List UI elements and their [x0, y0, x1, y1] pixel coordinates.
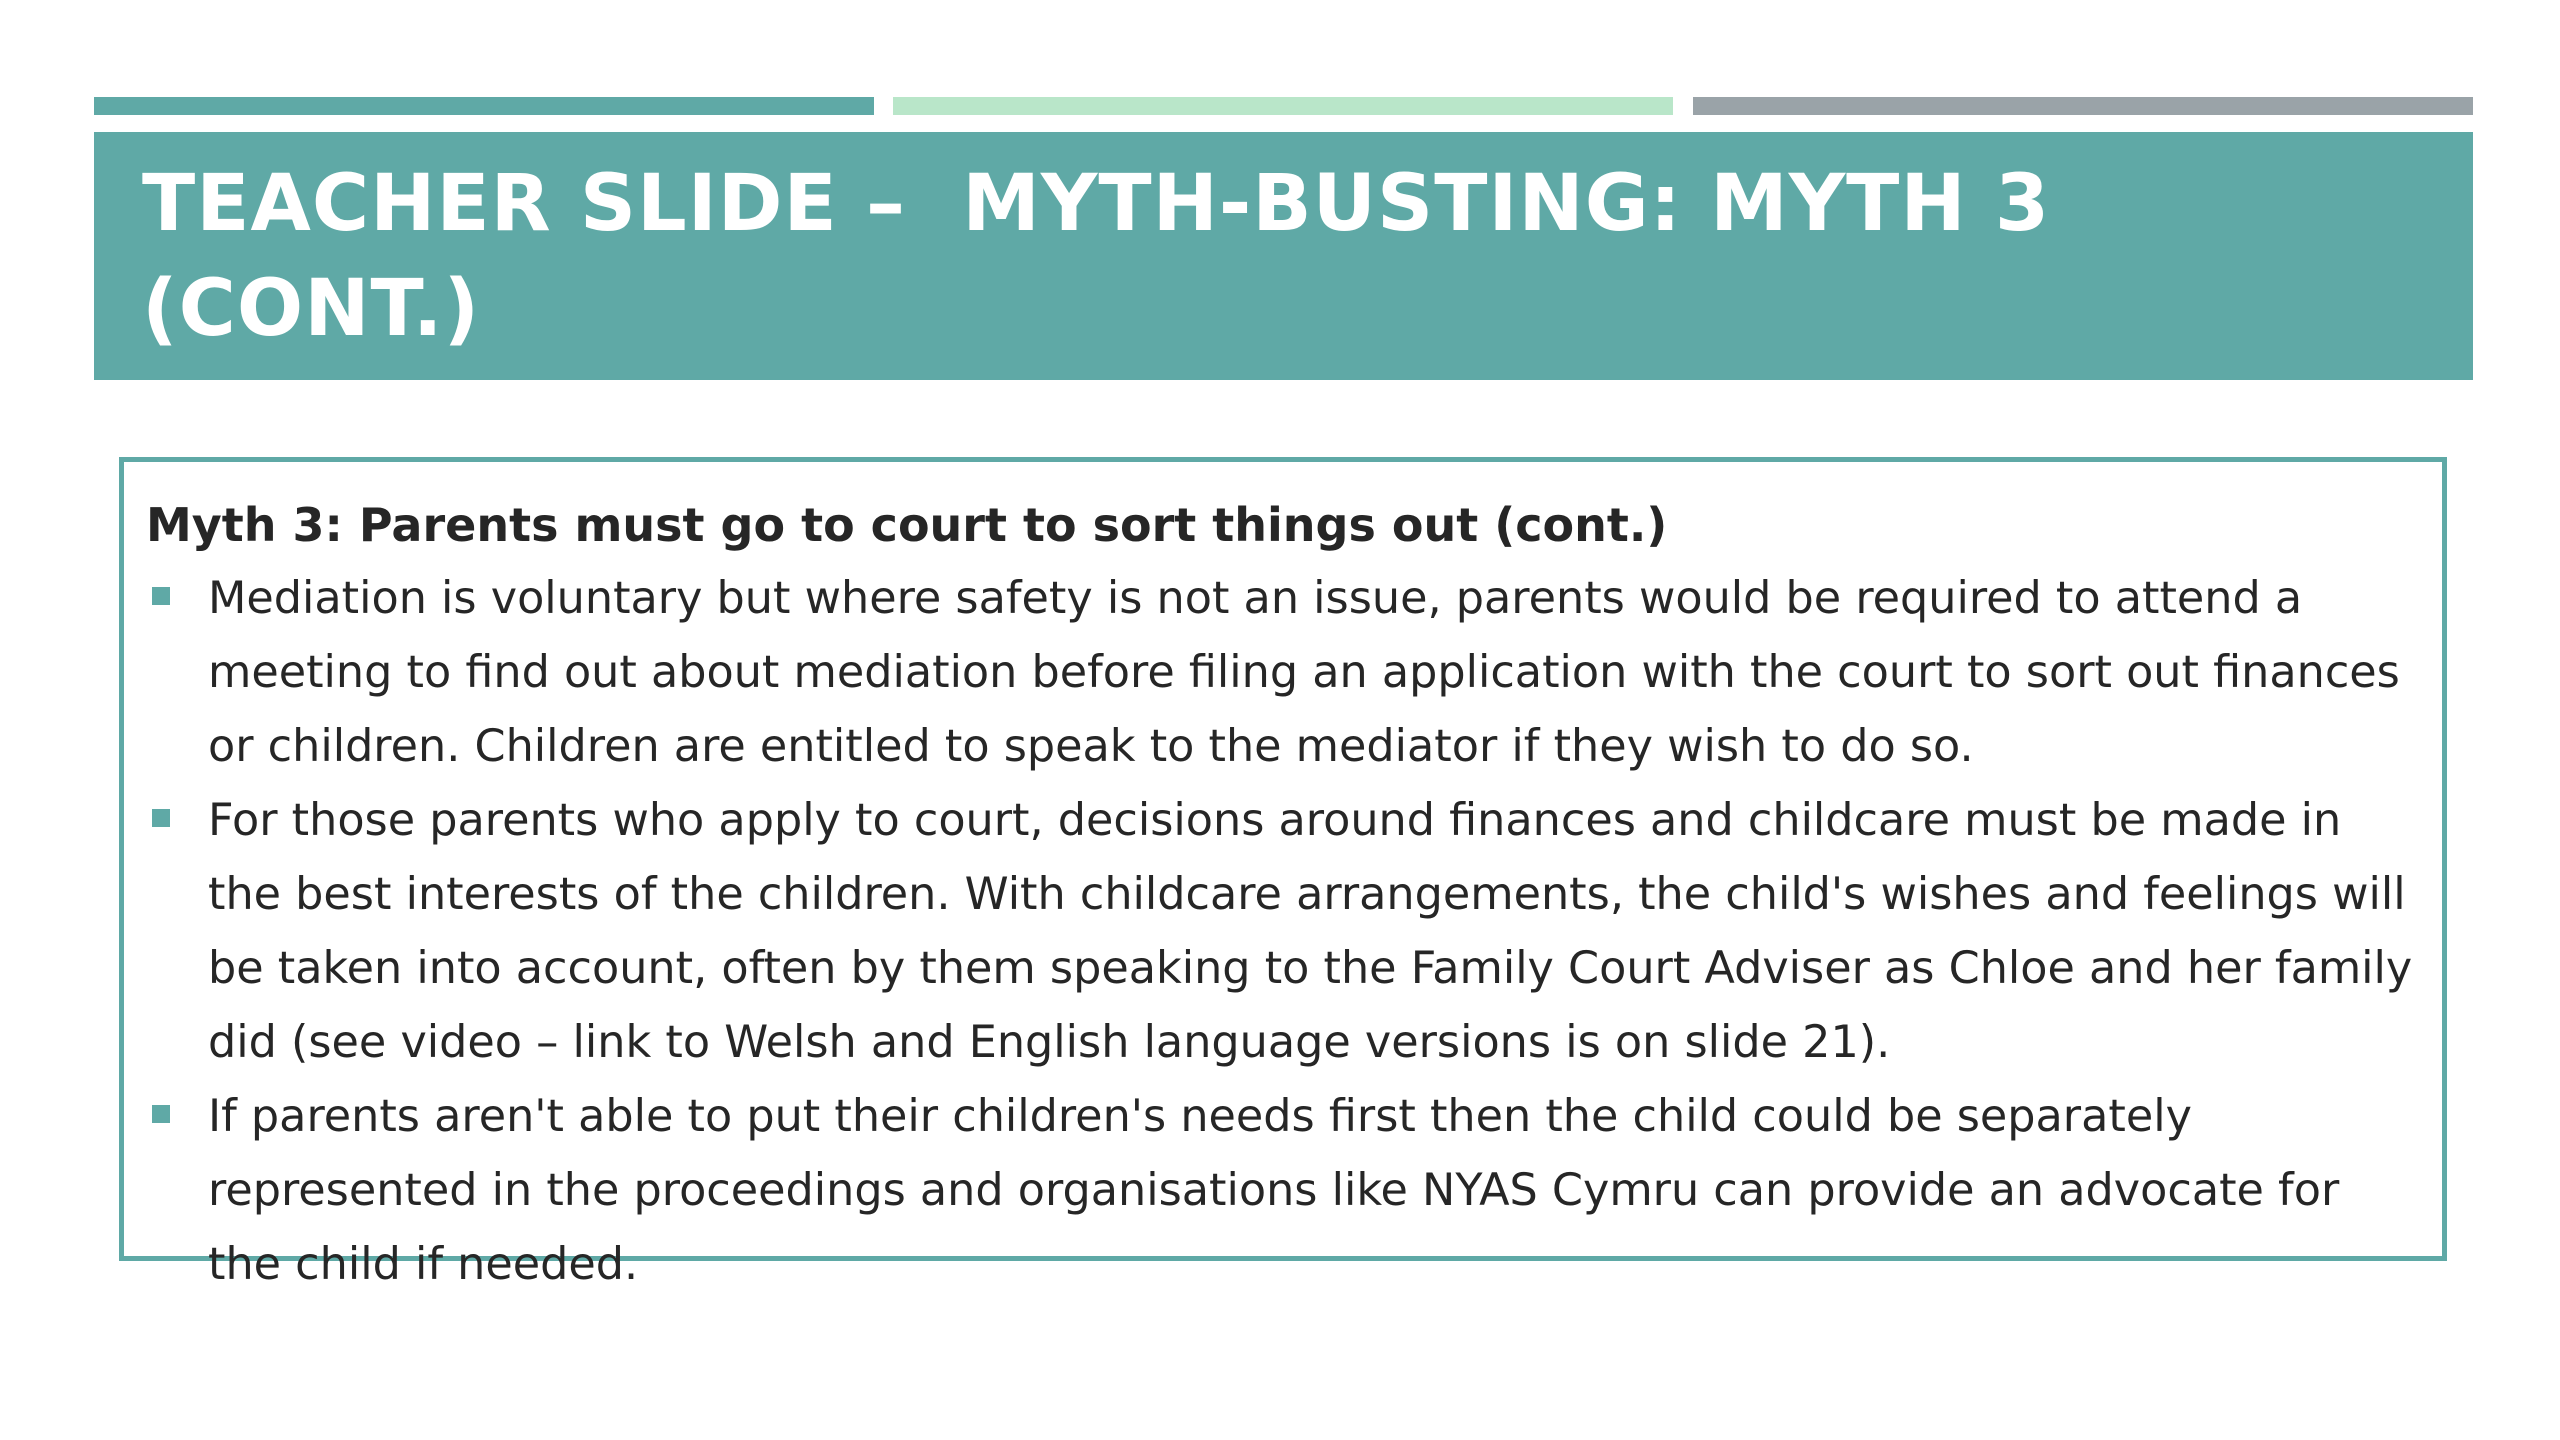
slide-title: TEACHER SLIDE – MYTH-BUSTING: MYTH 3 (CONT.)	[142, 159, 2051, 354]
accent-bar-mint	[893, 97, 1673, 115]
title-band	[94, 132, 2473, 380]
bullet-item	[146, 784, 2420, 1080]
square-bullet-icon	[152, 809, 170, 827]
myth-heading: Myth 3: Parents must go to court to sort things out (cont.)	[146, 498, 1668, 552]
bullet-text: If parents aren't able to put their children's needs first then the child could be separately represented in the proceedings and organisations like NYAS Cymru can provide an advocate for the child if needed.	[208, 1091, 2340, 1290]
square-bullet-icon	[152, 1105, 170, 1123]
bullet-text: Mediation is voluntary but where safety is not an issue, parents would be required to attend a meeting to find out about mediation before filing an application with the court to sort out finances or children. Children are entitled to speak to the mediator if they wish to do so.	[208, 573, 2400, 772]
bullet-text: For those parents who apply to court, decisions around finances and childcare must be made in the best interests of the children. With childcare arrangements, the child's wishes and feelings will be taken into account, often by them speaking to the Family Court Adviser as Chloe and her family did (see video – link to Welsh and English language versions is on slide 21).	[208, 795, 2413, 1068]
bullet-item	[146, 1080, 2420, 1302]
square-bullet-icon	[152, 587, 170, 605]
bullet-item	[146, 562, 2420, 784]
accent-bar-teal	[94, 97, 874, 115]
bullet-list	[146, 562, 2420, 1302]
content-box	[119, 457, 2447, 1290]
accent-bar-grey	[1693, 97, 2473, 115]
